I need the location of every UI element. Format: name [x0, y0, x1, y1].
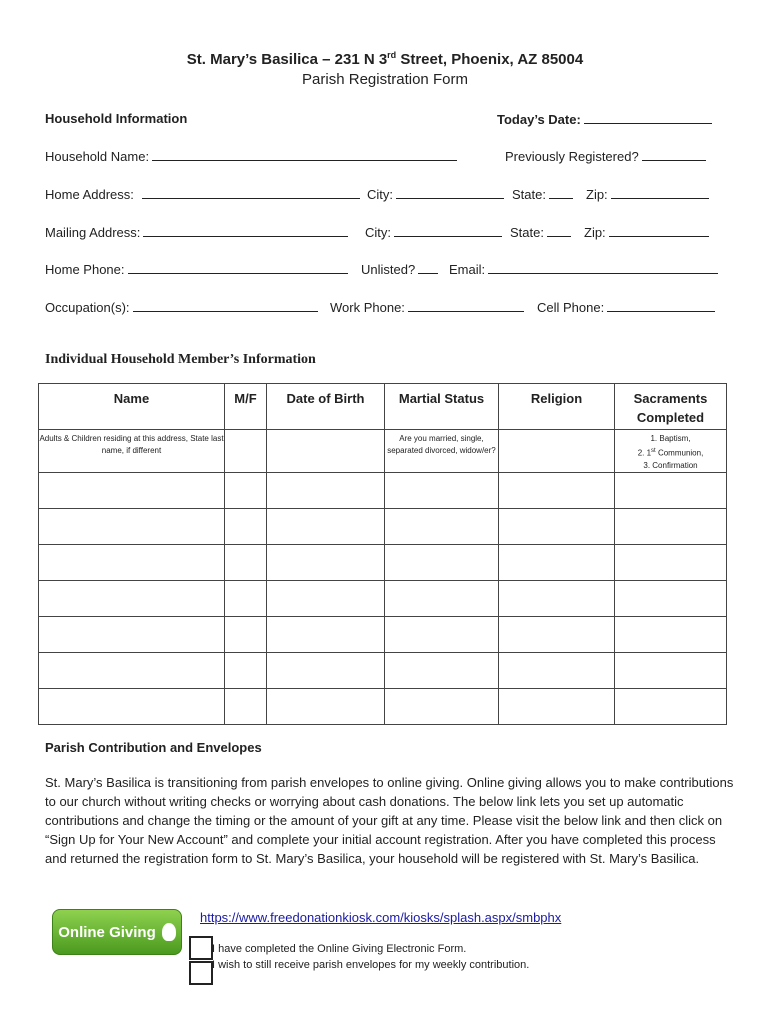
form-subtitle: Parish Registration Form	[302, 71, 468, 88]
unlisted-field[interactable]: Unlisted?	[361, 261, 441, 277]
envelopes-checkbox-label: I wish to still receive parish envelopes for my weekly contribution.	[212, 959, 530, 971]
sacraments-hint: 1. Baptism, 2. 1st Communion, 3. Confirmation	[615, 430, 727, 473]
col-header-sex: M/F	[225, 384, 267, 430]
home-phone-field[interactable]: Home Phone:	[45, 261, 351, 277]
contribution-section-heading: Parish Contribution and Envelopes	[45, 740, 262, 755]
marital-hint: Are you married, single, separated divorced, widow/er?	[385, 430, 499, 473]
table-cell[interactable]	[267, 430, 385, 473]
table-cell[interactable]	[499, 430, 615, 473]
table-row[interactable]	[39, 544, 727, 580]
email-field[interactable]: Email:	[449, 261, 721, 277]
members-section-heading: Individual Household Member’s Information	[45, 352, 316, 367]
page-title: St. Mary’s Basilica – 231 N 3rd Street, Phoenix, AZ 85004	[186, 50, 584, 68]
home-state-field[interactable]: State:	[512, 186, 576, 202]
col-header-religion: Religion	[499, 384, 615, 430]
col-header-marital: Martial Status	[385, 384, 499, 430]
table-row[interactable]	[39, 472, 727, 508]
table-row[interactable]	[39, 508, 727, 544]
col-header-name: Name	[39, 384, 225, 430]
mailing-city-field[interactable]: City:	[365, 224, 505, 240]
table-row[interactable]	[39, 652, 727, 688]
online-giving-badge[interactable]: Online Giving	[52, 909, 182, 955]
flame-icon	[162, 923, 176, 941]
work-phone-field[interactable]: Work Phone:	[330, 299, 527, 315]
table-row[interactable]	[39, 616, 727, 652]
table-row[interactable]	[39, 688, 727, 724]
household-name-field[interactable]: Household Name:	[45, 148, 460, 164]
cell-phone-field[interactable]: Cell Phone:	[537, 299, 718, 315]
mailing-zip-field[interactable]: Zip:	[584, 224, 712, 240]
table-hint-row	[39, 430, 727, 473]
household-section-heading: Household Information	[45, 111, 188, 126]
table-header-row	[39, 384, 727, 430]
mailing-address-field[interactable]: Mailing Address:	[45, 224, 351, 240]
members-table	[38, 383, 727, 725]
todays-date-field[interactable]: Today’s Date:	[497, 111, 715, 127]
online-form-checkbox[interactable]	[189, 936, 213, 960]
mailing-state-field[interactable]: State:	[510, 224, 574, 240]
table-cell[interactable]	[225, 430, 267, 473]
envelopes-checkbox[interactable]	[189, 961, 213, 985]
home-zip-field[interactable]: Zip:	[586, 186, 712, 202]
col-header-dob: Date of Birth	[267, 384, 385, 430]
occupation-field[interactable]: Occupation(s):	[45, 299, 321, 315]
table-row[interactable]	[39, 580, 727, 616]
online-form-checkbox-label: I have completed the Online Giving Electronic Form.	[212, 943, 467, 955]
name-hint: Adults & Children residing at this address, State last name, if different	[39, 430, 225, 473]
previously-registered-field[interactable]: Previously Registered?	[505, 148, 709, 164]
home-city-field[interactable]: City:	[367, 186, 507, 202]
col-header-sacraments: Sacraments Completed	[615, 384, 727, 430]
contribution-paragraph: St. Mary’s Basilica is transitioning from parish envelopes to online giving. Online giving allows you to make contributions to our church without writing checks or worrying about cash donations. The below link lets you set up automatic contributions and change the timing or the amount of your gift at any time. Please visit the below link and then click on “Sign Up for Your New Account” and complete your initial account registration. After you have completed this process and returned the registration form to St. Mary’s Basilica, your household will be registered with St. Mary’s Basilica.	[45, 775, 734, 866]
giving-link[interactable]: https://www.freedonationkiosk.com/kiosks/splash.aspx/smbphx	[200, 910, 562, 925]
home-address-field[interactable]: Home Address:	[45, 186, 363, 202]
